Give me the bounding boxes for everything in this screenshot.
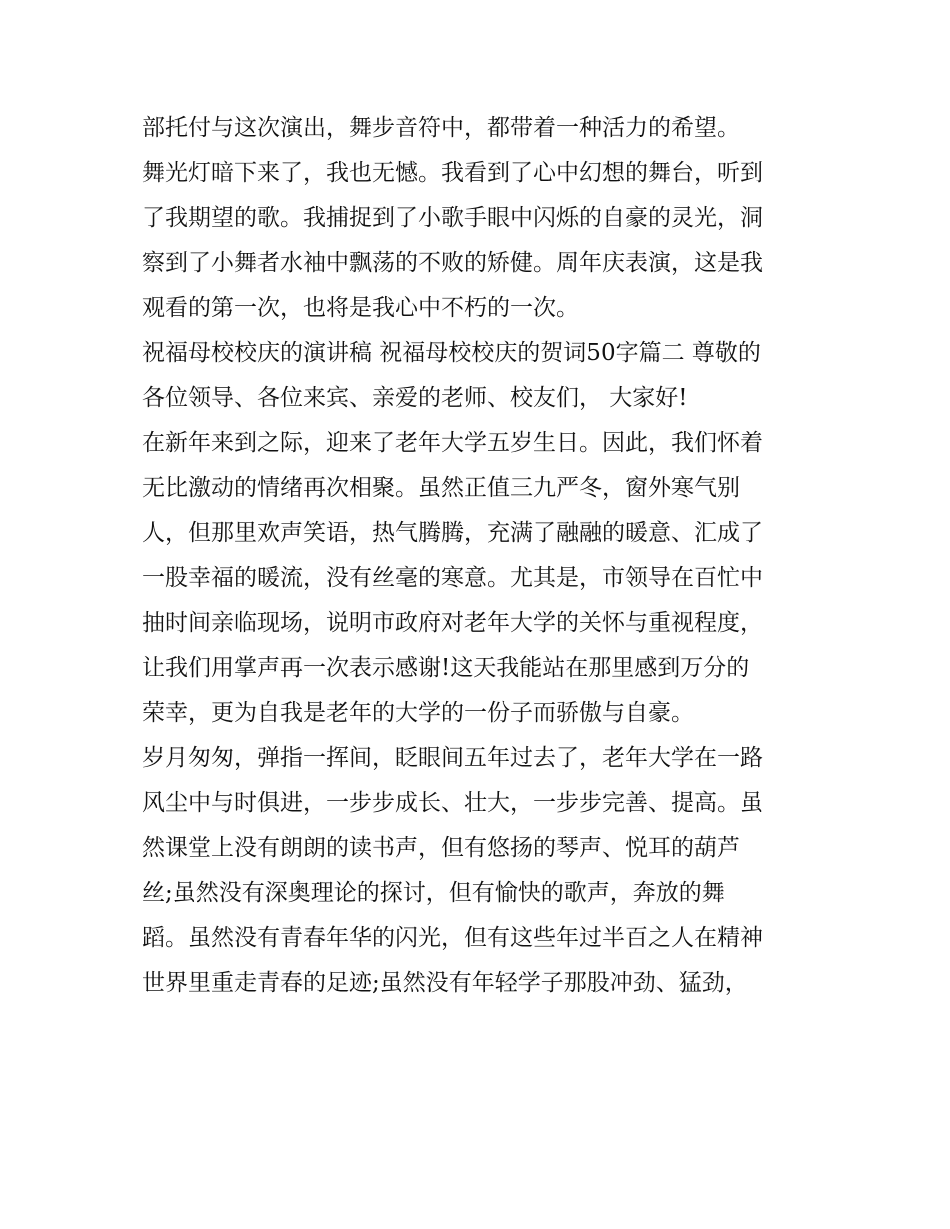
body-text [142, 106, 822, 1006]
text-line: 世界里重走青春的足迹;虽然没有年轻学子那股冲劲、猛劲， [142, 970, 748, 996]
text-line: 观看的第一次，也将是我心中不朽的一次。 [142, 295, 579, 321]
text-line: 抽时间亲临现场，说明市政府对老年大学的关怀与重视程度， [142, 610, 763, 636]
text-line: 各位领导、各位来宾、亲爱的老师、校友们， 大家好! [142, 385, 688, 411]
text-line: 部托付与这次演出，舞步音符中，都带着一种活力的希望。 [142, 115, 740, 141]
text-line: 察到了小舞者水袖中飘荡的不败的矫健。周年庆表演，这是我 [142, 250, 763, 276]
text-line: 岁月匆匆，弹指一挥间，眨眼间五年过去了，老年大学在一路 [142, 745, 763, 771]
text-line: 在新年来到之际，迎来了老年大学五岁生日。因此，我们怀着 [142, 430, 763, 456]
text-line: 荣幸，更为自我是老年的大学的一份子而骄傲与自豪。 [142, 700, 694, 726]
text-line: 祝福母校校庆的演讲稿 祝福母校校庆的贺词50字篇二 尊敬的 [142, 340, 761, 366]
text-line: 然课堂上没有朗朗的读书声，但有悠扬的琴声、悦耳的葫芦 [142, 835, 740, 861]
text-line: 无比激动的情绪再次相聚。虽然正值三九严冬，窗外寒气别 [142, 475, 740, 501]
text-line: 让我们用掌声再一次表示感谢!这天我能站在那里感到万分的 [142, 655, 750, 681]
text-line: 蹈。虽然没有青春年华的闪光，但有这些年过半百之人在精神 [142, 925, 763, 951]
text-line: 丝;虽然没有深奥理论的探讨，但有愉快的歌声，奔放的舞 [142, 880, 725, 906]
text-line: 风尘中与时俱进，一步步成长、壮大，一步步完善、提高。虽 [142, 790, 763, 816]
text-line: 了我期望的歌。我捕捉到了小歌手眼中闪烁的自豪的灵光，洞 [142, 205, 763, 231]
text-line: 人，但那里欢声笑语，热气腾腾，充满了融融的暖意、汇成了 [142, 520, 763, 546]
text-line: 一股幸福的暖流，没有丝毫的寒意。尤其是，市领导在百忙中 [142, 565, 763, 591]
text-line: 舞光灯暗下来了，我也无憾。我看到了心中幻想的舞台，听到 [142, 160, 763, 186]
